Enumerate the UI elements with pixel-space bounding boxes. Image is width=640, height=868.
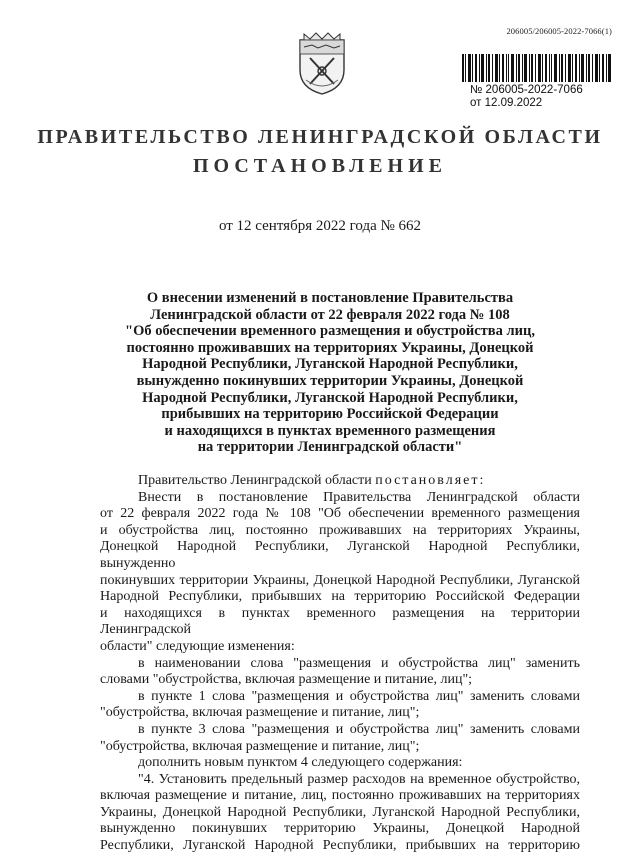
body-line: словами "обустройства, включая размещение и питание, лиц"; xyxy=(100,672,473,688)
body-line: вынужденно покинувших территорию Украины, Донецкой Народной xyxy=(100,821,580,837)
subject-line: О внесении изменений в постановление Правительства xyxy=(146,290,514,306)
subject-line: Народной Республики, Луганской Народной Республики, xyxy=(142,356,518,373)
paragraph-point-4-text xyxy=(100,772,580,855)
subject-line: прибывших на территорию Российской Федерации xyxy=(161,406,499,423)
decree-date-number: от 12 сентября 2022 года № 662 xyxy=(218,218,422,234)
body-line: области" следующие изменения: xyxy=(100,638,295,654)
coat-of-arms-emblem xyxy=(296,30,348,96)
body-line: Республики, Луганской Народной Республики, прибывших на территорию xyxy=(100,838,580,854)
decree-body xyxy=(100,473,580,855)
barcode xyxy=(462,54,612,82)
government-title: ПРАВИТЕЛЬСТВО ЛЕНИНГРАДСКОЙ ОБЛАСТИ xyxy=(37,126,603,148)
body-line: в пункте 1 слова "размещения и обустройства лиц" заменить словами xyxy=(138,688,580,704)
intro-paragraph xyxy=(100,473,580,490)
body-line: в пункте 3 слова "размещения и обустройства лиц" заменить словами xyxy=(138,721,580,737)
body-line: включая размещение и питание, лиц, постоянно проживавших на территориях xyxy=(100,788,580,804)
document-type-title: ПОСТАНОВЛЕНИЕ xyxy=(193,155,447,177)
registration-number: № 206005-2022-7066 xyxy=(470,84,583,96)
body-line: покинувших территории Украины, Донецкой Народной Республики, Луганской xyxy=(100,572,580,588)
subject-line: "Об обеспечении временного размещения и обустройства лиц, xyxy=(125,323,535,340)
body-line: в наименовании слова "размещения и обустройства лиц" заменить xyxy=(138,655,580,671)
subject-line: постоянно проживавших на территориях Украины, Донецкой xyxy=(126,339,534,356)
body-line: Украины, Донецкой Народной Республики, Луганской Народной Республики, xyxy=(100,804,580,820)
paragraph-name-change xyxy=(100,656,580,689)
subject-line: вынужденно покинувших территории Украины, Донецкой xyxy=(136,372,524,389)
document-code: 206005/206005-2022-7066(1) xyxy=(506,26,612,36)
paragraph-new-point: дополнить новым пунктом 4 следующего содержания: xyxy=(138,755,463,771)
body-line: Донецкой Народной Республики, Луганской Народной Республики, вынужденно xyxy=(100,539,580,571)
registration-block xyxy=(470,84,583,110)
paragraph-amendments xyxy=(100,490,580,656)
body-line: Внести в постановление Правительства Ленинградской области xyxy=(138,489,580,505)
decree-subject xyxy=(120,290,540,456)
subject-line: Народной Республики, Луганской Народной Республики, xyxy=(142,389,518,406)
body-line: и обустройства лиц, постоянно проживавших на территориях Украины, xyxy=(100,522,580,538)
intro-text: Правительство Ленинградской области xyxy=(138,473,376,488)
body-line: от 22 февраля 2022 года № 108 "Об обеспечении временного размещения xyxy=(100,506,580,522)
body-line: и находящихся в пунктах временного размещения на территории Ленинградской xyxy=(100,605,580,638)
intro-verb: постановляет: xyxy=(375,473,486,488)
body-line: "обустройства, включая размещение и питание, лиц"; xyxy=(100,738,420,754)
body-line: "4. Установить предельный размер расходов на временное обустройство, xyxy=(138,771,580,787)
subject-line: на территории Ленинградской области" xyxy=(197,439,463,456)
paragraph-point-1-change xyxy=(100,689,580,722)
subject-line: и находящихся в пунктах временного размещения xyxy=(164,422,496,439)
subject-line: Ленинградской области от 22 февраля 2022 года № 108 xyxy=(150,306,510,323)
registration-date: от 12.09.2022 xyxy=(470,97,543,109)
body-line: "обустройства, включая размещение и питание, лиц"; xyxy=(100,705,420,721)
body-line: Народной Республики, прибывших на территорию Российской Федерации xyxy=(100,589,580,605)
paragraph-point-3-change xyxy=(100,722,580,755)
